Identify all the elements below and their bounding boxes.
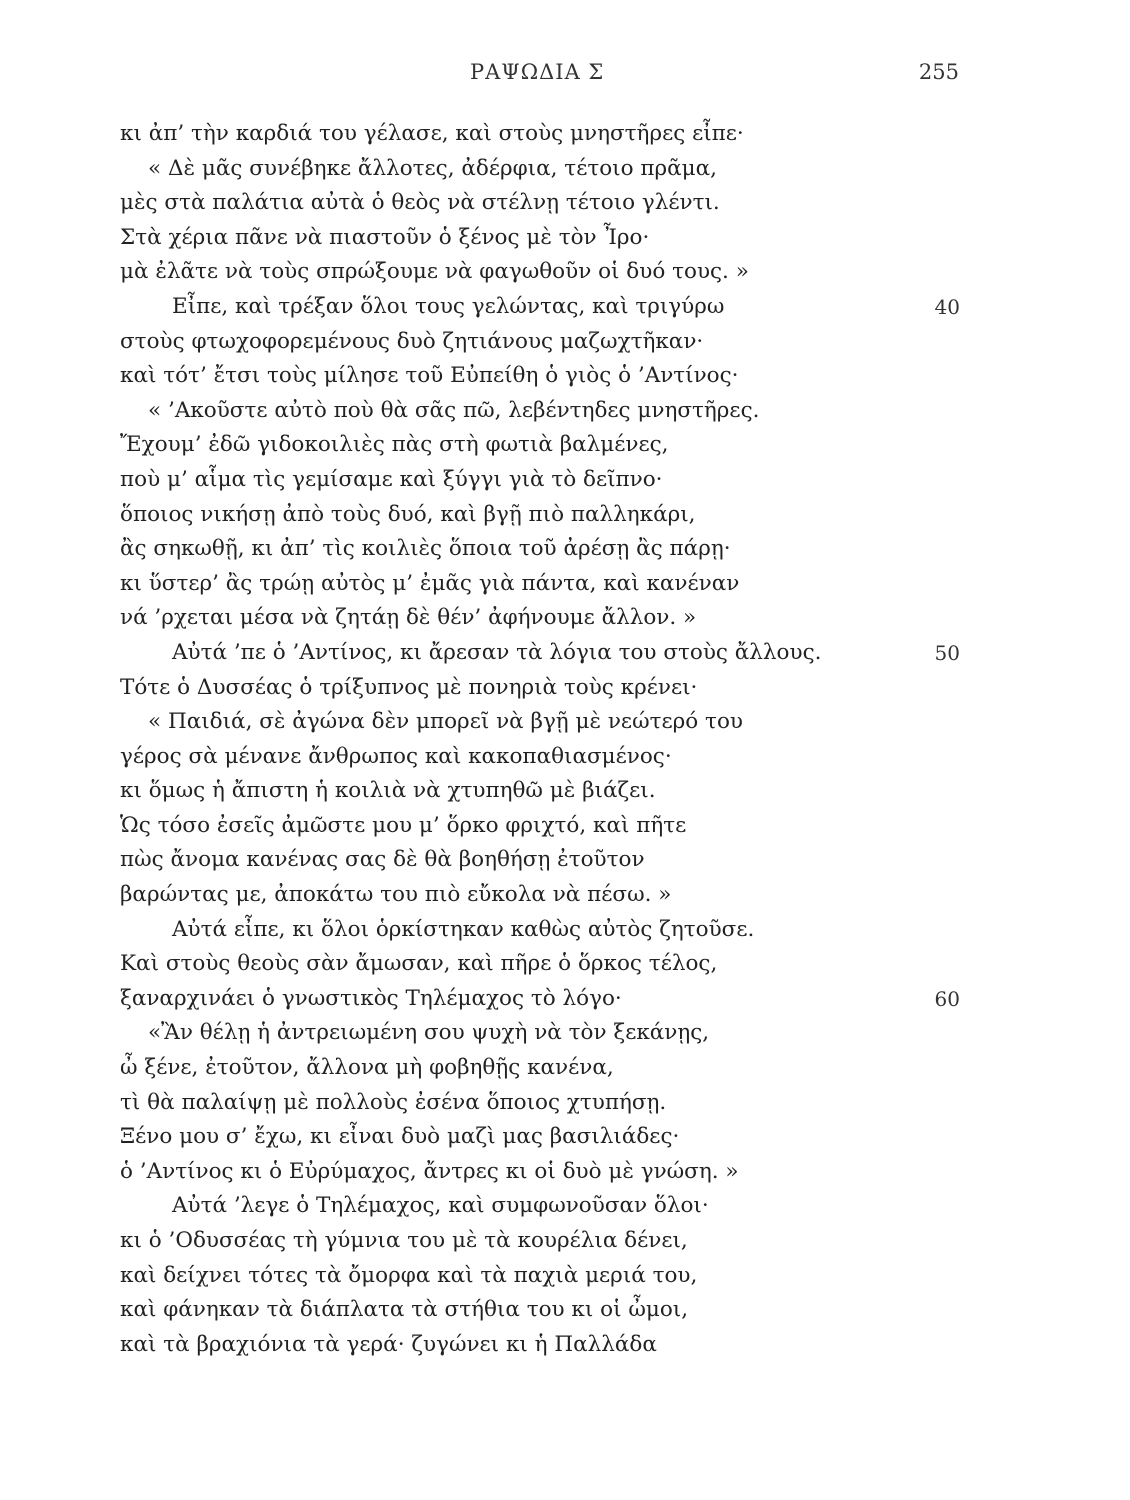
verse-line: [120, 463, 940, 498]
verse-text: γέρος σὰ μένανε ἄνθρωπος καὶ κακοπαθιασμένος·: [120, 743, 672, 769]
verse-text: Καὶ στοὺς θεοὺς σὰν ἄμωσαν, καὶ πῆρε ὁ ὅρκος τέλος,: [120, 951, 718, 977]
verse-line: [120, 774, 940, 809]
running-head: [0, 60, 1130, 90]
verse-text: ὅποιος νικήσῃ ἀπὸ τοὺς δυό, καὶ βγῇ πιὸ παλληκάρι,: [120, 501, 696, 527]
verse-text: μὰ ἐλᾶτε νὰ τοὺς σπρώξουμε νὰ φαγωθοῦν οἱ δυό τους. »: [120, 259, 749, 285]
verse-text: Εἶπε, καὶ τρέξαν ὅλοι τους γελώντας, καὶ τριγύρω: [172, 293, 725, 319]
verse-text: κι ὅμως ἡ ἄπιστη ἡ κοιλιὰ νὰ χτυπηθῶ μὲ βιάζει.: [120, 778, 656, 804]
line-number: 60: [934, 986, 960, 1011]
verse-text: ὁ ’Αντίνος κι ὁ Εὐρύμαχος, ἄντρες κι οἱ δυὸ μὲ γνώση. »: [120, 1158, 739, 1184]
verse-line: [120, 1120, 940, 1155]
verse-text: ξαναρχινάει ὁ γνωστικὸς Τηλέμαχος τὸ λόγο·: [120, 985, 622, 1011]
verse-text: « Δὲ μᾶς συνέβηκε ἄλλοτες, ἀδέρφια, τέτοιο πρᾶμα,: [148, 155, 717, 181]
verse-block: [120, 117, 960, 1362]
verse-line: [120, 1155, 940, 1190]
verse-line: [120, 809, 940, 844]
verse-text: ἂς σηκωθῇ, κι ἀπ’ τὶς κοιλιὲς ὅποια τοῦ ἀρέσῃ ἂς πάρῃ·: [120, 536, 731, 562]
verse-line: [120, 636, 960, 671]
verse-line: [120, 1224, 940, 1259]
verse-line: [120, 567, 940, 602]
verse-text: πὼς ἄνομα κανένας σας δὲ θὰ βοηθήσῃ ἐτοῦτον: [120, 847, 645, 873]
verse-text: καὶ τότ’ ἔτσι τοὺς μίλησε τοῦ Εὐπείθη ὁ γιὸς ὁ ’Αντίνος·: [120, 363, 739, 389]
verse-text: ὦ ξένε, ἐτοῦτον, ἄλλονα μὴ φοβηθῇς κανένα,: [120, 1055, 614, 1081]
verse-text: Στὰ χέρια πᾶνε νὰ πιαστοῦν ὁ ξένος μὲ τὸν Ἶρο·: [120, 224, 650, 250]
verse-line: [120, 1016, 940, 1051]
verse-line: [120, 221, 940, 256]
verse-line: [120, 947, 940, 982]
verse-text: « ’Ακοῦστε αὐτὸ ποὺ θὰ σᾶς πῶ, λεβέντηδες μνηστῆρες.: [148, 397, 760, 423]
verse-text: κι ἀπ’ τὴν καρδιά του γέλασε, καὶ στοὺς μνηστῆρες εἶπε·: [120, 121, 744, 146]
verse-text: ποὺ μ’ αἷμα τὶς γεμίσαμε καὶ ξύγγι γιὰ τὸ δεῖπνο·: [120, 466, 663, 492]
verse-text: Ἔχουμ’ ἐδῶ γιδοκοιλιὲς πὰς στὴ φωτιὰ βαλμένες,: [120, 432, 669, 458]
verse-line: [120, 255, 940, 290]
verse-line: [120, 913, 940, 948]
verse-line: [120, 705, 940, 740]
verse-text: Ὡς τόσο ἐσεῖς ἀμῶστε μου μ’ ὅρκο φριχτό, καὶ πῆτε: [120, 812, 687, 838]
verse-text: κι ὁ ’Οδυσσέας τὴ γύμνια του μὲ τὰ κουρέλια δένει,: [120, 1228, 688, 1253]
running-title: ΡΑΨΩΔΙΑ Σ: [470, 60, 605, 84]
verse-line: [120, 1086, 940, 1121]
verse-line: [120, 325, 940, 360]
verse-line: [120, 671, 940, 706]
verse-line: [120, 152, 940, 187]
verse-line: [120, 843, 940, 878]
verse-text: Αὐτά εἶπε, κι ὅλοι ὁρκίστηκαν καθὼς αὐτὸς ζητοῦσε.: [172, 916, 755, 942]
verse-text: Αὐτά ’πε ὁ ’Αντίνος, κι ἄρεσαν τὰ λόγια του στοὺς ἄλλους.: [172, 639, 822, 665]
verse-text: Αὐτά ’λεγε ὁ Τηλέμαχος, καὶ συμφωνοῦσαν ὅλοι·: [172, 1193, 709, 1219]
verse-line: [120, 982, 960, 1017]
verse-text: Τότε ὁ Δυσσέας ὁ τρίξυπνος μὲ πονηριὰ τοὺς κρένει·: [120, 674, 698, 700]
verse-text: βαρώντας με, ἀποκάτω του πιὸ εὔκολα νὰ πέσω. »: [120, 882, 672, 908]
verse-text: « Παιδιά, σὲ ἀγώνα δὲν μπορεῖ νὰ βγῇ μὲ νεώτερό του: [148, 709, 743, 735]
verse-line: [120, 186, 940, 221]
verse-text: «Ἂν θέλῃ ἡ ἀντρειωμένη σου ψυχὴ νὰ τὸν ξεκάνῃς,: [148, 1020, 710, 1046]
verse-line: [120, 1259, 940, 1294]
line-number: 40: [934, 294, 960, 319]
verse-text: νά ’ρχεται μέσα νὰ ζητάῃ δὲ θέν’ ἀφήνουμε ἄλλον. »: [120, 605, 697, 631]
verse-line: [120, 117, 940, 152]
verse-line: [120, 1051, 940, 1086]
verse-text: καὶ δείχνει τότες τὰ ὄμορφα καὶ τὰ παχιὰ μεριά του,: [120, 1262, 698, 1288]
verse-text: τὶ θὰ παλαίψῃ μὲ πολλοὺς ἐσένα ὅποιος χτυπήσῃ.: [120, 1089, 667, 1115]
verse-text: μὲς στὰ παλάτια αὐτὰ ὁ θεὸς νὰ στέλνῃ τέτοιο γλέντι.: [120, 190, 720, 216]
verse-line: [120, 359, 940, 394]
verse-line: [120, 1293, 940, 1328]
verse-line: [120, 394, 940, 429]
verse-line: [120, 601, 940, 636]
verse-line: [120, 532, 940, 567]
verse-text: καὶ τὰ βραχιόνια τὰ γερά· ζυγώνει κι ἡ Παλλάδα: [120, 1331, 657, 1357]
verse-text: στοὺς φτωχοφορεμένους δυὸ ζητιάνους μαζωχτῆκαν·: [120, 328, 704, 354]
verse-line: [120, 290, 960, 325]
page-number: 255: [918, 60, 959, 84]
verse-line: [120, 878, 940, 913]
verse-line: [120, 1189, 940, 1224]
verse-text: κι ὕστερ’ ἂς τρώῃ αὐτὸς μ’ ἐμᾶς γιὰ πάντα, καὶ κανέναν: [120, 570, 740, 596]
verse-line: [120, 498, 940, 533]
verse-line: [120, 1328, 940, 1363]
verse-text: Ξένο μου σ’ ἔχω, κι εἶναι δυὸ μαζὶ μας βασιλιάδες·: [120, 1124, 680, 1150]
line-number: 50: [934, 640, 960, 665]
verse-line: [120, 428, 940, 463]
verse-text: καὶ φάνηκαν τὰ διάπλατα τὰ στήθια του κι οἱ ὦμοι,: [120, 1297, 689, 1323]
verse-line: [120, 740, 940, 775]
